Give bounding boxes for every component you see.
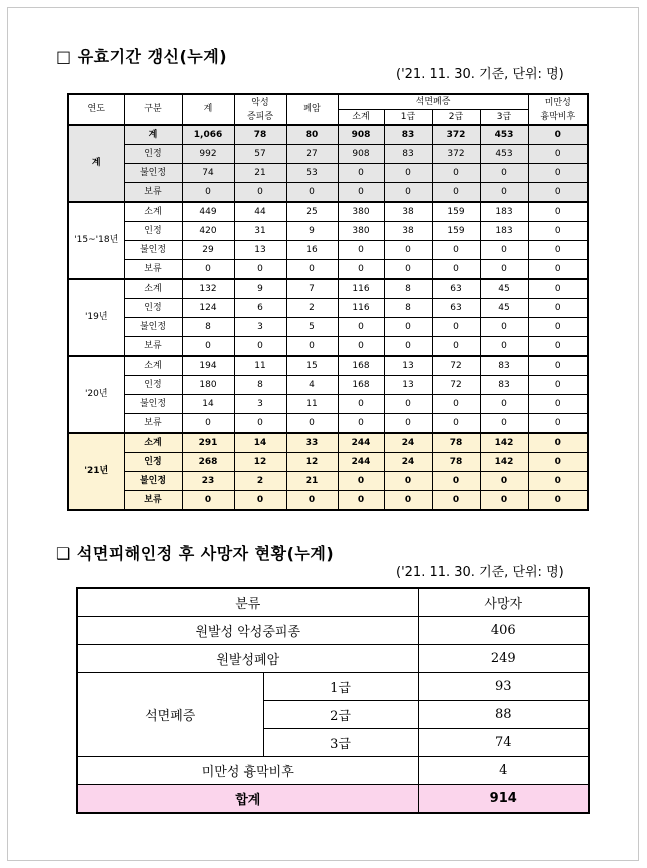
value-cell: 7 [286,279,338,299]
header-deaths: 사망자 [418,588,589,617]
value-cell: 0 [480,241,528,260]
value-cell: 3 [234,318,286,337]
value-cell: 0 [480,472,528,491]
value-cell: 0 [384,472,432,491]
value-cell: 380 [338,202,384,222]
value-cell: 0 [182,260,234,280]
value-cell: 0 [384,491,432,511]
value-cell: 80 [286,125,338,145]
value-cell: 78 [432,433,480,453]
year-cell: '15~'18년 [68,202,124,279]
value-cell: 83 [480,356,528,376]
header-asbestosis: 석면폐증 [338,94,528,110]
category-cell: 보류 [124,414,182,434]
header-pleural [528,94,588,125]
table-row [68,125,588,145]
value-cell: 14 [182,395,234,414]
category-cell: 소계 [124,433,182,453]
value-cell: 0 [528,337,588,357]
value-cell: 14 [234,433,286,453]
value-cell: 13 [384,376,432,395]
value-cell: 420 [182,222,234,241]
grade-label: 1급 [263,673,418,701]
table-row [68,183,588,203]
section1-note: ('21. 11. 30. 기준, 단위: 명) [396,67,564,82]
value-cell: 0 [338,164,384,183]
row-label: 미만성 흉막비후 [77,757,418,785]
value-cell: 194 [182,356,234,376]
header-total: 계 [182,94,234,125]
value-cell: 0 [338,414,384,434]
value-cell: 0 [528,125,588,145]
value-cell: 0 [432,164,480,183]
value-cell: 63 [432,279,480,299]
category-cell: 소계 [124,279,182,299]
value-cell: 142 [480,453,528,472]
value-cell: 0 [528,241,588,260]
value-cell: 0 [528,414,588,434]
value-cell: 0 [528,472,588,491]
row-label: 원발성 악성중피종 [77,617,418,645]
table-row [68,472,588,491]
category-cell: 인정 [124,145,182,164]
section2-title: ❑ 석면피해인정 후 사망자 현황(누계) [56,544,335,563]
category-cell: 불인정 [124,164,182,183]
value-cell: 24 [384,453,432,472]
value-cell: 3 [234,395,286,414]
table-row [68,414,588,434]
value-cell: 1,066 [182,125,234,145]
row-value: 4 [418,757,589,785]
row-value: 249 [418,645,589,673]
value-cell: 15 [286,356,338,376]
header-grade2: 2급 [432,110,480,126]
value-cell: 0 [432,318,480,337]
value-cell: 38 [384,202,432,222]
header-category: 구분 [124,94,182,125]
header-grade1: 1급 [384,110,432,126]
value-cell: 0 [528,356,588,376]
value-cell: 116 [338,299,384,318]
value-cell: 183 [480,222,528,241]
value-cell: 0 [338,241,384,260]
value-cell: 0 [182,491,234,511]
value-cell: 453 [480,125,528,145]
category-cell: 계 [124,125,182,145]
header-lung-cancer: 폐암 [286,94,338,125]
value-cell: 0 [528,260,588,280]
value-cell: 372 [432,145,480,164]
value-cell: 0 [432,260,480,280]
value-cell: 9 [286,222,338,241]
value-cell: 0 [384,183,432,203]
value-cell: 0 [234,491,286,511]
value-cell: 908 [338,125,384,145]
category-cell: 불인정 [124,472,182,491]
value-cell: 83 [384,125,432,145]
row-lung-cancer [77,645,589,673]
value-cell: 0 [384,241,432,260]
table-row [68,145,588,164]
value-cell: 13 [384,356,432,376]
value-cell: 0 [432,472,480,491]
value-cell: 16 [286,241,338,260]
row-mesothelioma [77,617,589,645]
value-cell: 83 [480,376,528,395]
value-cell: 0 [480,318,528,337]
table-row [68,491,588,511]
value-cell: 0 [338,472,384,491]
value-cell: 992 [182,145,234,164]
value-cell: 0 [528,318,588,337]
renewal-table-body [68,125,588,510]
value-cell: 0 [338,395,384,414]
table-row [68,337,588,357]
value-cell: 38 [384,222,432,241]
table-row [68,453,588,472]
header-grade3: 3급 [480,110,528,126]
table-row [68,260,588,280]
value-cell: 11 [286,395,338,414]
section2-note: ('21. 11. 30. 기준, 단위: 명) [396,565,564,580]
value-cell: 0 [432,395,480,414]
row-label: 원발성폐암 [77,645,418,673]
value-cell: 45 [480,279,528,299]
value-cell: 53 [286,164,338,183]
value-cell: 45 [480,299,528,318]
grade-value: 74 [418,729,589,757]
category-cell: 인정 [124,299,182,318]
value-cell: 63 [432,299,480,318]
value-cell: 0 [432,414,480,434]
value-cell: 74 [182,164,234,183]
value-cell: 44 [234,202,286,222]
value-cell: 159 [432,202,480,222]
value-cell: 0 [432,491,480,511]
value-cell: 0 [338,337,384,357]
value-cell: 78 [234,125,286,145]
table-row [68,356,588,376]
value-cell: 0 [182,183,234,203]
value-cell: 0 [480,414,528,434]
value-cell: 244 [338,453,384,472]
table-row [68,433,588,453]
value-cell: 380 [338,222,384,241]
value-cell: 0 [480,491,528,511]
category-cell: 소계 [124,356,182,376]
value-cell: 8 [234,376,286,395]
value-cell: 2 [234,472,286,491]
value-cell: 29 [182,241,234,260]
value-cell: 0 [286,260,338,280]
value-cell: 0 [384,318,432,337]
value-cell: 0 [480,260,528,280]
year-cell: '20년 [68,356,124,433]
year-cell: 계 [68,125,124,202]
value-cell: 0 [286,491,338,511]
value-cell: 0 [182,337,234,357]
grade-label: 2급 [263,701,418,729]
table-row [68,299,588,318]
header-classification: 분류 [77,588,418,617]
renewal-table [67,93,589,511]
category-cell: 보류 [124,337,182,357]
category-cell: 보류 [124,491,182,511]
value-cell: 372 [432,125,480,145]
value-cell: 0 [286,337,338,357]
category-cell: 보류 [124,260,182,280]
value-cell: 0 [528,376,588,395]
value-cell: 0 [384,164,432,183]
value-cell: 0 [338,318,384,337]
year-cell: '21년 [68,433,124,510]
value-cell: 0 [480,395,528,414]
category-cell: 불인정 [124,395,182,414]
value-cell: 0 [528,164,588,183]
table-row [68,279,588,299]
table-row [68,222,588,241]
table-row [68,202,588,222]
value-cell: 0 [338,260,384,280]
value-cell: 83 [384,145,432,164]
value-cell: 25 [286,202,338,222]
value-cell: 8 [384,299,432,318]
value-cell: 21 [234,164,286,183]
value-cell: 5 [286,318,338,337]
row-pleural [77,757,589,785]
value-cell: 0 [528,299,588,318]
header-year: 연도 [68,94,124,125]
value-cell: 0 [234,260,286,280]
category-cell: 소계 [124,202,182,222]
value-cell: 11 [234,356,286,376]
value-cell: 0 [234,414,286,434]
header-subtotal: 소계 [338,110,384,126]
value-cell: 8 [182,318,234,337]
table-row [68,318,588,337]
value-cell: 0 [528,202,588,222]
value-cell: 0 [234,337,286,357]
value-cell: 180 [182,376,234,395]
row-total [77,785,589,814]
value-cell: 57 [234,145,286,164]
table-row [68,241,588,260]
value-cell: 23 [182,472,234,491]
table-row [68,395,588,414]
value-cell: 159 [432,222,480,241]
value-cell: 33 [286,433,338,453]
section1-title: □ 유효기간 갱신(누계) [56,47,228,66]
category-cell: 보류 [124,183,182,203]
value-cell: 453 [480,145,528,164]
grade-value: 88 [418,701,589,729]
value-cell: 0 [384,414,432,434]
category-cell: 인정 [124,453,182,472]
value-cell: 0 [528,491,588,511]
grade-label: 3급 [263,729,418,757]
header-mesothelioma [234,94,286,125]
value-cell: 0 [480,183,528,203]
value-cell: 0 [286,183,338,203]
value-cell: 132 [182,279,234,299]
value-cell: 0 [528,433,588,453]
total-label: 합계 [77,785,418,814]
table-row [68,376,588,395]
value-cell: 116 [338,279,384,299]
value-cell: 78 [432,453,480,472]
total-value: 914 [418,785,589,814]
table-row [68,164,588,183]
value-cell: 268 [182,453,234,472]
value-cell: 72 [432,356,480,376]
value-cell: 0 [384,260,432,280]
value-cell: 0 [480,164,528,183]
value-cell: 21 [286,472,338,491]
row-value: 406 [418,617,589,645]
value-cell: 27 [286,145,338,164]
value-cell: 6 [234,299,286,318]
value-cell: 0 [528,279,588,299]
value-cell: 183 [480,202,528,222]
value-cell: 0 [528,183,588,203]
category-cell: 불인정 [124,241,182,260]
header-mesothelioma-text: 악성 증피증 [246,97,274,122]
value-cell: 12 [234,453,286,472]
value-cell: 0 [432,337,480,357]
value-cell: 0 [384,337,432,357]
value-cell: 244 [338,433,384,453]
value-cell: 168 [338,356,384,376]
value-cell: 0 [480,337,528,357]
value-cell: 0 [286,414,338,434]
value-cell: 0 [234,183,286,203]
value-cell: 0 [528,395,588,414]
value-cell: 0 [528,222,588,241]
value-cell: 31 [234,222,286,241]
category-cell: 인정 [124,222,182,241]
value-cell: 24 [384,433,432,453]
header-pleural-text: 미만성 흉막비후 [540,97,576,122]
deaths-table [76,587,590,814]
value-cell: 9 [234,279,286,299]
grade-value: 93 [418,673,589,701]
value-cell: 124 [182,299,234,318]
category-cell: 인정 [124,376,182,395]
value-cell: 449 [182,202,234,222]
value-cell: 4 [286,376,338,395]
value-cell: 0 [528,145,588,164]
value-cell: 0 [432,241,480,260]
asbestosis-label: 석면폐증 [77,673,263,757]
value-cell: 0 [182,414,234,434]
category-cell: 불인정 [124,318,182,337]
value-cell: 0 [338,491,384,511]
value-cell: 2 [286,299,338,318]
value-cell: 291 [182,433,234,453]
value-cell: 0 [528,453,588,472]
value-cell: 0 [338,183,384,203]
value-cell: 142 [480,433,528,453]
value-cell: 8 [384,279,432,299]
value-cell: 168 [338,376,384,395]
value-cell: 0 [432,183,480,203]
value-cell: 12 [286,453,338,472]
value-cell: 908 [338,145,384,164]
year-cell: '19년 [68,279,124,356]
row-asbestosis-grade1 [77,673,589,701]
value-cell: 13 [234,241,286,260]
value-cell: 0 [384,395,432,414]
value-cell: 72 [432,376,480,395]
